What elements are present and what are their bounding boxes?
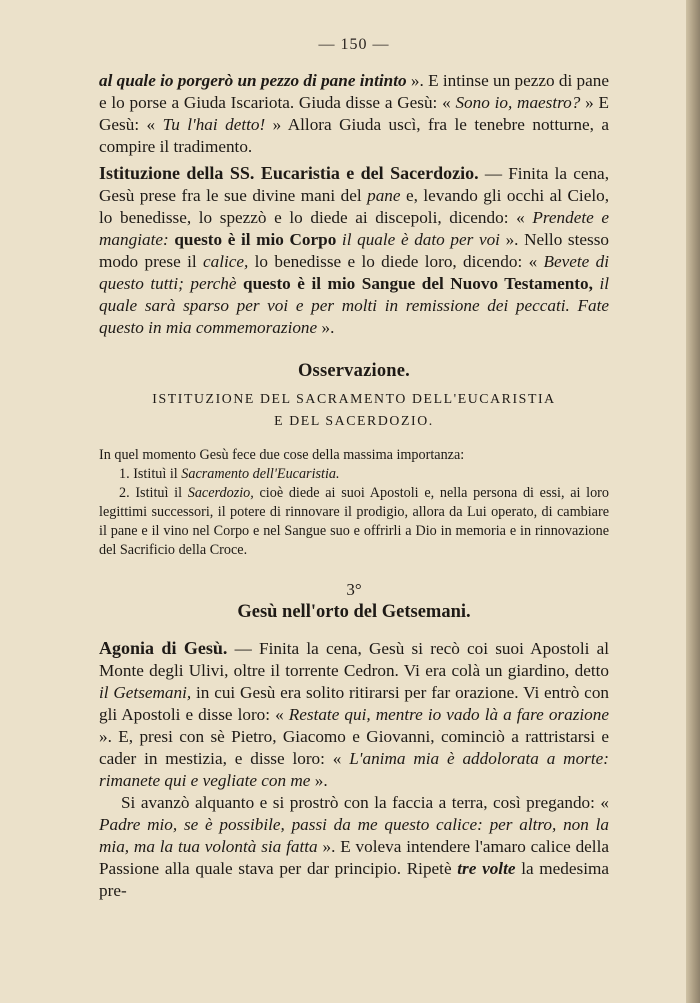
observation-title: Osservazione. [297, 361, 411, 381]
body-text: ». E voleva intendere l'amaro calice della Passione alla quale stava per dar principio. Ripetè [99, 837, 609, 878]
body-text: ». Nello stesso modo prese il [99, 230, 610, 271]
body-text: Istituì il [129, 485, 188, 501]
quote-text: Restate qui, mentre io vado là a fare orazione [288, 705, 609, 724]
quote-text: calice, [202, 252, 249, 271]
body-text: — Finita la cena, Gesù si recò coi suoi Apostoli al Monte degli Ulivi, oltre il torrente Cedron. Vi era colà un giardino, detto [99, 639, 609, 680]
observation-subtitle: E DEL SACERDOZIO. [274, 413, 434, 428]
emphasis-text: questo è il mio Sangue del Nuovo Testamento, [236, 274, 593, 293]
body-text: ». E intinse un pezzo di pane e lo porse a Giuda Iscariota. Giuda disse a Gesù: « [99, 71, 610, 112]
body-text: lo benedisse e lo diede loro, dicendo: « [248, 252, 544, 271]
body-text: » E Gesù: « [99, 93, 609, 134]
body-text: — Finita la cena, Gesù prese fra le sue divine mani del [99, 164, 609, 205]
section-heading: Agonia di Gesù. [99, 638, 228, 658]
body-text: la medesima pre- [99, 859, 609, 900]
item-number: 1. [119, 466, 130, 482]
body-text: » Allora Giuda uscì, fra le tenebre notturne, a compire il tradimento. [99, 115, 610, 156]
paragraph-agony [99, 637, 609, 792]
paragraph-eucharist [99, 162, 609, 339]
body-text: Si avanzò alquanto e si prostrò con la faccia a terra, così pregando: « [121, 793, 609, 812]
observation-item-2 [99, 484, 609, 560]
page-content [99, 36, 609, 902]
observation-item-1 [99, 465, 609, 484]
body-text: ». E, presi con sè Pietro, Giacomo e Giovanni, cominciò a rattristarsi e cader in mestizia, e disse loro: « [99, 727, 609, 768]
body-text: in cui Gesù era solito ritirarsi per far orazione. Vi entrò con gli Apostoli e disse loro: « [99, 683, 610, 724]
quote-text: Sacramento dell'Eucaristia. [181, 466, 340, 482]
quote-text: il quale è dato per voi [336, 230, 500, 249]
quote-text: al quale io porgerò un pezzo di pane intinto [99, 71, 407, 90]
body-text: ». [317, 318, 335, 337]
quote-text: Tu l'hai detto! [162, 115, 266, 134]
quote-text: Padre mio, se è possibile, passi da me questo calice: per altro, non la mia, ma la tua volontà sia fatta [99, 815, 609, 856]
body-text: e, levando gli occhi al Cielo, lo benedisse, lo spezzò e lo diede ai discepoli, dicendo: « [99, 186, 609, 227]
section-heading: Istituzione della SS. Eucaristia e del Sacerdozio. [99, 163, 479, 183]
quote-text: Sono io, maestro? [455, 93, 581, 112]
quote-text: il quale sarà sparso per voi e per molti in remissione dei peccati. Fate questo in mia commemorazione [99, 274, 609, 337]
observation-intro: In quel momento Gesù fece due cose della massima importanza: [99, 447, 465, 463]
paragraph-prayer [99, 792, 609, 902]
body-text: ». [310, 771, 328, 790]
quote-text: pane [367, 186, 401, 205]
emphasis-text: questo è il mio Corpo [168, 230, 337, 249]
page-number: — 150 — [318, 36, 390, 53]
quote-text: L'anima mia è addolorata a morte: rimanete qui e vegliate con me [99, 749, 609, 790]
observation-subtitle: ISTITUZIONE DEL SACRAMENTO DELL'EUCARISTIA [152, 391, 556, 406]
paragraph-judas [99, 70, 609, 158]
quote-text: il Getsemani, [99, 683, 192, 702]
item-number: 2. [119, 485, 130, 501]
quote-text: Prendete e mangiate: [99, 208, 609, 249]
body-text: Istituì il [129, 466, 182, 482]
quote-text: Sacerdozio, [187, 485, 254, 501]
chapter-title: Gesù nell'orto del Getsemani. [237, 602, 471, 622]
chapter-number: 3° [346, 580, 362, 599]
page-edge [686, 0, 700, 1003]
body-text: cioè diede ai suoi Apostoli e, nella persona di essi, ai loro legittimi successori, il potere di rinnovare il prodigio, allora da Lui operato, di cambiare il pane e il vino nel Corpo e nel Sangue suo e offrirli a Dio in memoria e in rinnovazione del Sacrificio della Croce. [99, 485, 610, 558]
quote-text: Bevete di questo tutti; perchè [99, 252, 609, 293]
quote-text: tre volte [457, 859, 516, 878]
